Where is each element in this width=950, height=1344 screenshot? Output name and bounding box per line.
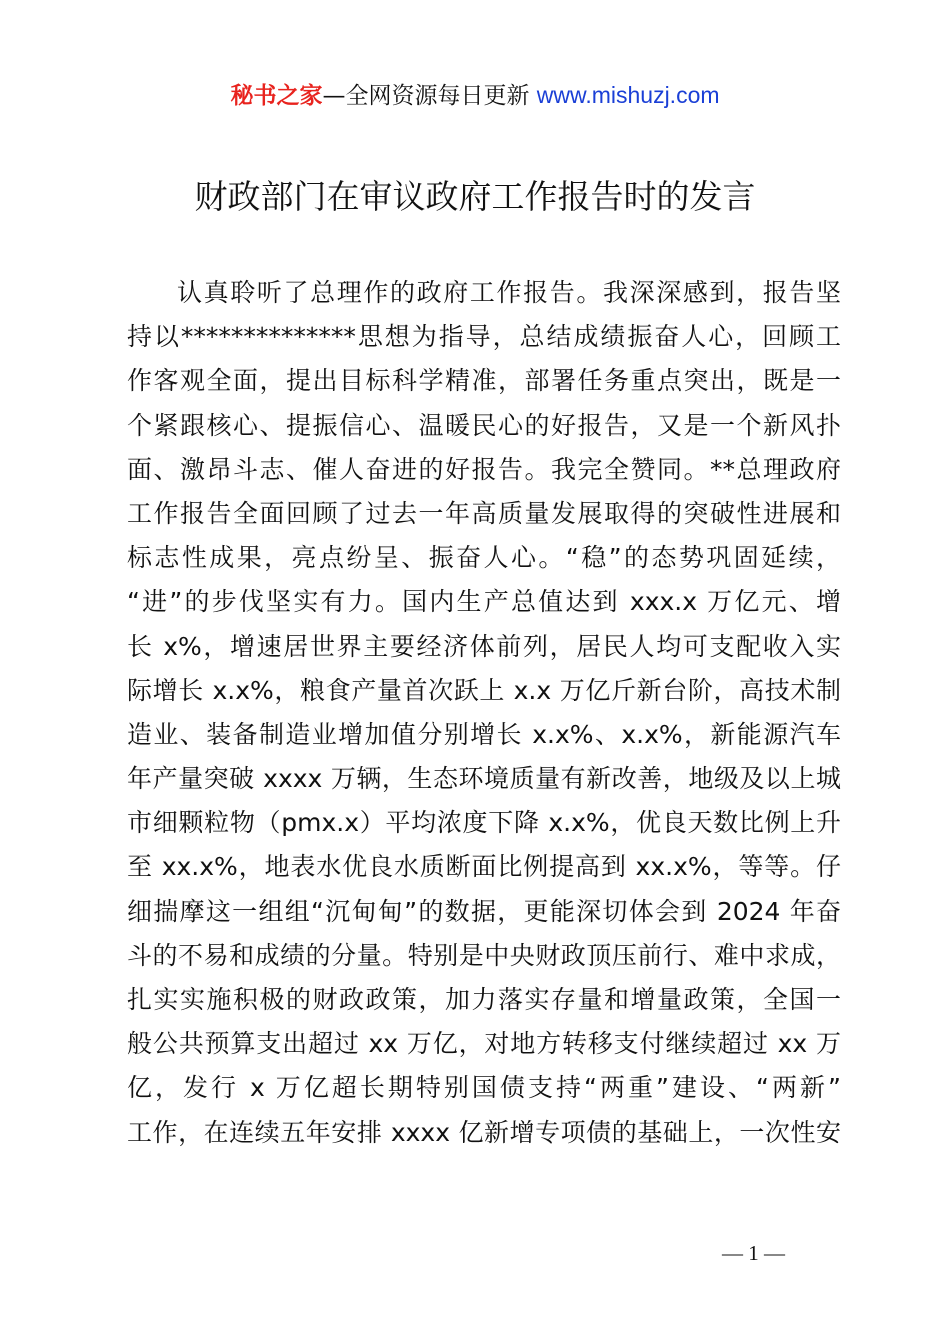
page-number: — 1 — bbox=[722, 1241, 785, 1265]
body-line: 细揣摩这一组组“沉甸甸”的数据，更能深切体会到 2024 年奋 bbox=[127, 896, 841, 926]
document-body bbox=[127, 271, 841, 1155]
body-line: 面、激昂斗志、催人奋进的好报告。我完全赞同。**总理政府 bbox=[127, 454, 841, 484]
body-line: 般公共预算支出超过 xx 万亿，对地方转移支付继续超过 xx 万 bbox=[127, 1029, 841, 1059]
body-line: 市细颗粒物（pmx.x）平均浓度下降 x.x%，优良天数比例上升 bbox=[127, 808, 841, 838]
body-line: 造业、装备制造业增加值分别增长 x.x%、x.x%，新能源汽车 bbox=[127, 719, 841, 749]
body-line: 作客观全面，提出目标科学精准，部署任务重点突出，既是一 bbox=[127, 366, 841, 396]
body-line: 工作报告全面回顾了过去一年高质量发展取得的突破性进展和 bbox=[127, 498, 841, 528]
document-title: 财政部门在审议政府工作报告时的发言 bbox=[194, 177, 756, 216]
site-header bbox=[0, 78, 950, 113]
body-line: 斗的不易和成绩的分量。特别是中央财政顶压前行、难中求成， bbox=[127, 940, 841, 970]
body-line: 年产量突破 xxxx 万辆，生态环境质量有新改善，地级及以上城 bbox=[127, 764, 841, 794]
body-line: 长 x%，增速居世界主要经济体前列，居民人均可支配收入实 bbox=[127, 631, 841, 661]
body-line: 亿，发行 x 万亿超长期特别国债支持“两重”建设、“两新” bbox=[127, 1073, 841, 1103]
body-line: 工作，在连续五年安排 xxxx 亿新增专项债的基础上，一次性安 bbox=[127, 1117, 841, 1147]
site-brand: 秘书之家 bbox=[230, 83, 323, 109]
body-line: 扎实实施积极的财政政策，加力落实存量和增量政策，全国一 bbox=[127, 985, 841, 1014]
body-line: 认真聆听了总理作的政府工作报告。我深深感到，报告坚 bbox=[177, 278, 841, 307]
site-tagline: —全网资源每日更新 bbox=[322, 83, 530, 109]
body-line: 持以**************思想为指导，总结成绩振奋人心，回顾工 bbox=[127, 322, 841, 352]
body-line: 个紧跟核心、提振信心、温暖民心的好报告，又是一个新风扑 bbox=[127, 410, 841, 440]
body-line: “进”的步伐坚实有力。国内生产总值达到 xxx.x 万亿元、增 bbox=[127, 587, 841, 617]
body-line: 际增长 x.x%，粮食产量首次跃上 x.x 万亿斤新台阶，高技术制 bbox=[127, 675, 841, 705]
site-url-link[interactable]: www.mishuzj.com bbox=[536, 82, 720, 108]
body-line: 标志性成果，亮点纷呈、振奋人心。“稳”的态势巩固延续， bbox=[127, 543, 841, 573]
body-line: 至 xx.x%，地表水优良水质断面比例提高到 xx.x%，等等。仔 bbox=[127, 852, 841, 882]
